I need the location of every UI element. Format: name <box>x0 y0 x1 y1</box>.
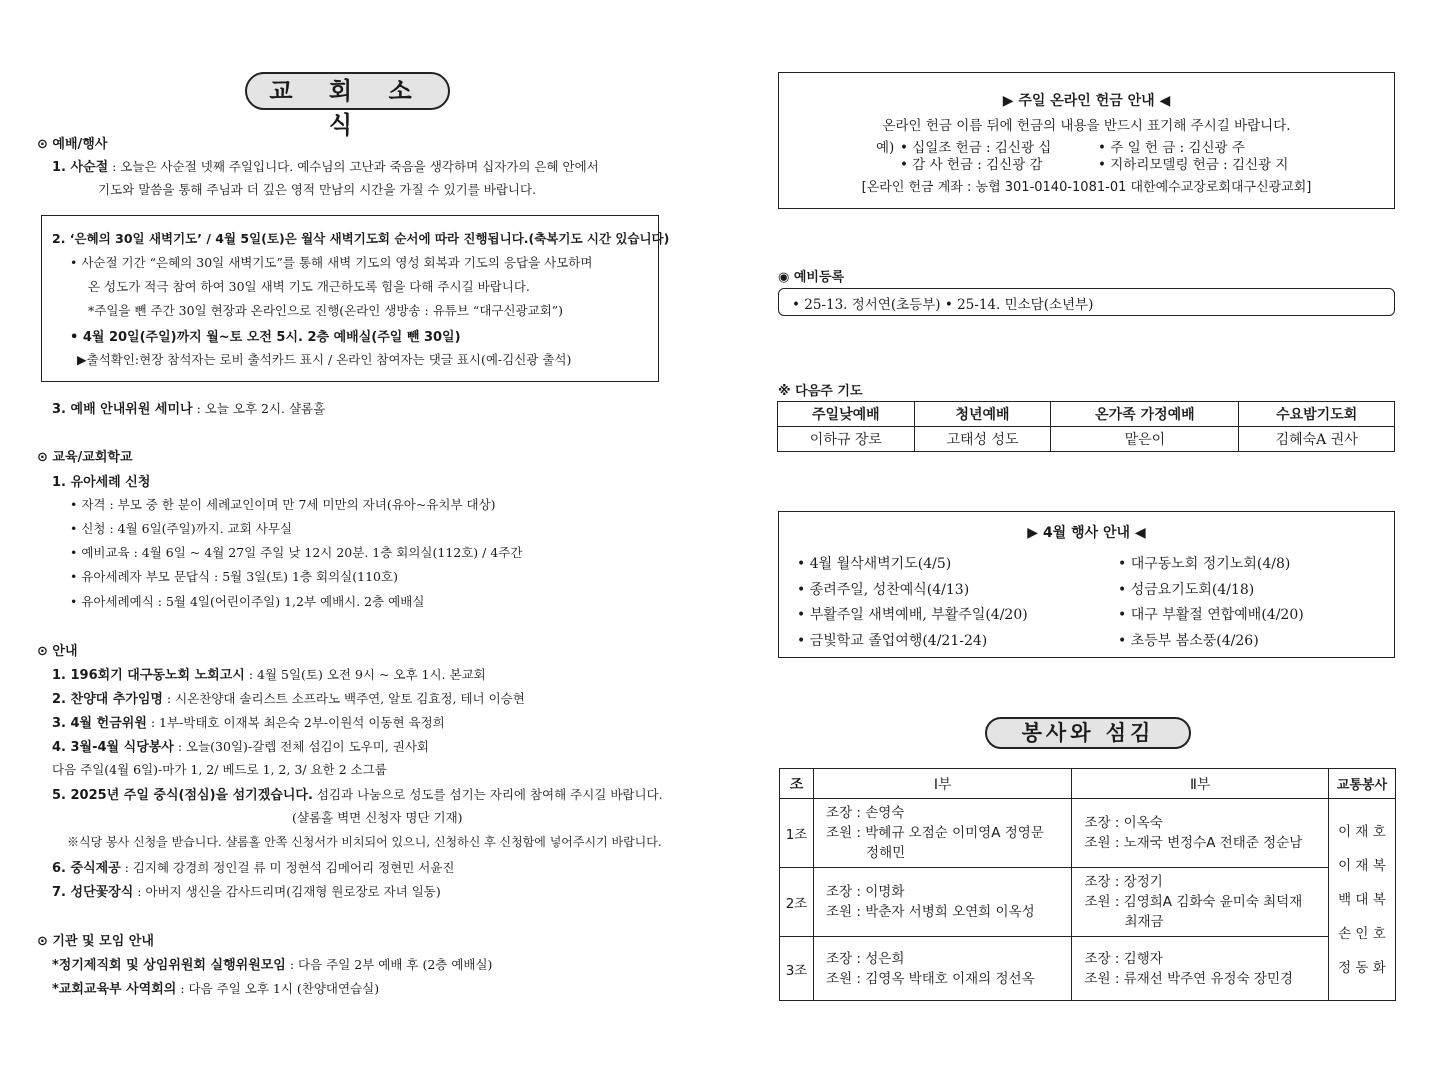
april-events-left <box>797 552 1028 654</box>
offering-example: • 십일조 헌금 : 김신광 십 <box>900 140 1052 156</box>
orgs-item-2: *교회교육부 사역회의 : 다음 주일 오후 1시 (찬양대연습실) <box>52 981 380 997</box>
offering-example: • 감 사 헌금 : 김신광 감 <box>900 157 1043 173</box>
education-section-header: ⊙ 교육/교회학교 <box>37 450 133 465</box>
notice-item-5: 5. 2025년 주일 중식(점심)을 섬기겠습니다. 섬김과 나눔으로 성도를 섬기는 자리에 참여해 주시길 바랍니다. <box>52 787 663 803</box>
notice-section-header: ⊙ 안내 <box>37 644 78 659</box>
april-events-title: ▶ 4월 행사 안내 ◀ <box>1027 525 1146 541</box>
april-event: • 금빛학교 졸업여행(4/21-24) <box>797 632 988 649</box>
usher-seminar: 3. 예배 안내위원 세미나 : 오늘 오후 2시. 샬롬홀 <box>52 401 326 417</box>
offering-example: • 지하리모델링 헌금 : 김신광 지 <box>1098 157 1289 173</box>
prayer-col-header: 주일낮예배 <box>778 402 915 427</box>
notice-item-7: 7. 성단꽃장식 : 아버지 생신을 감사드리며(김재형 원로장로 자녀 일동) <box>52 884 441 900</box>
infant-baptism-line: • 유아세례예식 : 5월 4일(어린이주일) 1,2부 예배시. 2층 예배실 <box>70 594 425 609</box>
notice-item-4: 4. 3월-4월 식당봉사 : 오늘(30일)-갈렙 전체 섬김이 도우미, 권사회 <box>52 739 429 755</box>
prayer-header: ※ 다음주 기도 <box>778 384 863 399</box>
service-title: 봉사와 섬김 <box>985 717 1191 749</box>
service-col-header: Ⅱ부 <box>1072 769 1328 799</box>
dawn-prayer-line4: • 4월 20일(주일)까지 월~토 오전 5시. 2층 예배실(주일 뺀 30일) <box>70 330 461 345</box>
service-group: 2조 <box>780 868 814 937</box>
prayer-cell: 고태성 성도 <box>914 427 1051 452</box>
service-col-header: Ⅰ부 <box>814 769 1072 799</box>
lent-notice-line2: 기도와 말씀을 통해 주님과 더 깊은 영적 만남의 시간을 가질 수 있기를 바랍니다. <box>98 182 537 197</box>
service-table <box>779 768 1396 1001</box>
prayer-col-header: 수요밤기도회 <box>1239 402 1395 427</box>
service-col-header: 조 <box>780 769 814 799</box>
service-part2-cell: 조장 : 장정기 조원 : 김영희A 김화숙 윤미숙 최덕재 최재금 <box>1072 868 1328 937</box>
prayer-cell: 김혜숙A 권사 <box>1239 427 1395 452</box>
traffic-volunteer: 손 인 호 <box>1338 925 1386 942</box>
april-event: • 초등부 봄소풍(4/26) <box>1118 632 1259 649</box>
dawn-prayer-line5: ▶출석확인:현장 참석자는 로비 출석카드 표시 / 온라인 참여자는 댓글 표시(예-김신광 출석) <box>77 352 572 367</box>
infant-baptism-line: • 신청 : 4월 6일(주일)까지. 교회 사무실 <box>70 521 293 536</box>
notice-item-5-line2: (샬롬홀 벽면 신청자 명단 기재) <box>292 810 463 825</box>
lent-title: 1. 사순절 <box>52 160 109 175</box>
traffic-volunteer: 백 대 복 <box>1338 891 1386 908</box>
worship-section-header: ⊙ 예배/행사 <box>37 137 108 152</box>
prayer-table <box>777 401 1395 452</box>
april-event: • 4월 월삭새벽기도(4/5) <box>797 556 952 572</box>
service-group: 3조 <box>780 937 814 1001</box>
offering-example-prefix: 예) <box>876 140 895 156</box>
service-part2-cell: 조장 : 김행자 조원 : 류재선 박주연 유정숙 장민경 <box>1072 937 1328 1001</box>
lent-notice <box>52 156 599 175</box>
online-offering-instruction: 온라인 헌금 이름 뒤에 헌금의 내용을 반드시 표기해 주시길 바랍니다. <box>882 118 1291 134</box>
service-group: 1조 <box>780 799 814 868</box>
orgs-item-1: *정기제직회 및 상임위원회 실행위원모임 : 다음 주일 2부 예배 후 (2층 예배실) <box>52 957 493 973</box>
notice-item-2: 2. 찬양대 추가임명 : 시온찬양대 솔리스트 소프라노 백주연, 알토 김효정, 테너 이승현 <box>52 691 525 707</box>
infant-baptism-line: • 유아세례자 부모 문답식 : 5월 3일(토) 1층 회의실(110호) <box>70 569 398 584</box>
april-event: • 대구동노회 정기노회(4/8) <box>1118 556 1291 572</box>
april-event: • 성금요기도회(4/18) <box>1118 581 1255 598</box>
infant-baptism-title: 1. 유아세례 신청 <box>52 475 151 490</box>
registration-line: • 25-13. 정서연(초등부) • 25-14. 민소담(소년부) <box>792 297 1094 313</box>
april-event: • 종려주일, 성찬예식(4/13) <box>797 581 970 598</box>
service-part2-cell: 조장 : 이옥숙 조원 : 노재국 변정수A 전태준 정순남 <box>1072 799 1328 868</box>
service-col-header: 교통봉사 <box>1328 769 1395 799</box>
traffic-volunteer: 이 재 복 <box>1338 857 1386 874</box>
traffic-volunteer: 이 재 호 <box>1338 823 1386 840</box>
dawn-prayer-line3: *주일을 뺀 주간 30일 현장과 온라인으로 진행(온라인 생방송 : 유튜브 “대구신광교회”) <box>88 303 564 318</box>
notice-item-1: 1. 196회기 대구동노회 노회고시 : 4월 5일(토) 오전 9시 ~ 오후 1시. 본교회 <box>52 667 486 683</box>
notice-item-3: 3. 4월 헌금위원 : 1부-박태호 이재복 최은숙 2부-이원석 이동현 육정희 <box>52 715 445 731</box>
offering-example: • 주 일 헌 금 : 김신광 주 <box>1098 140 1245 156</box>
dawn-prayer-line1: • 사순절 기간 “은혜의 30일 새벽기도”를 통해 새벽 기도의 영성 회복과 기도의 응답을 사모하며 <box>70 255 593 270</box>
april-events-right <box>1118 552 1304 654</box>
april-event: • 대구 부활절 연합예배(4/20) <box>1118 607 1304 623</box>
church-news-title: 교 회 소 식 <box>245 72 450 110</box>
orgs-section-header: ⊙ 기관 및 모임 안내 <box>37 934 154 949</box>
dawn-prayer-heading: 2. ‘은혜의 30일 새벽기도’ / 4월 5일(토)은 월삭 새벽기도회 순서에 따라 진행됩니다.(축복기도 시간 있습니다) <box>52 231 670 246</box>
dawn-prayer-line2: 온 성도가 적극 참여 하여 30일 새벽 기도 개근하도록 힘을 다해 주시길 바랍니다. <box>88 279 530 294</box>
registration-header: ◉ 예비등록 <box>778 270 845 285</box>
service-part1-cell: 조장 : 손영숙 조원 : 박혜규 오점순 이미영A 정영문 정해민 <box>814 799 1072 868</box>
infant-baptism-line: • 예비교육 : 4월 6일 ~ 4월 27일 주일 낮 12시 20분. 1층 회의실(112호) / 4주간 <box>70 545 523 560</box>
online-offering-title: ▶ 주일 온라인 헌금 안내 ◀ <box>1002 93 1171 109</box>
notice-item-4-line2: 다음 주일(4월 6일)-마가 1, 2/ 베드로 1, 2, 3/ 요한 2 소그룹 <box>52 762 387 777</box>
lent-desc: : 오늘은 사순절 넷째 주일입니다. 예수님의 고난과 죽음을 생각하며 십자가의 은혜 안에서 <box>108 159 599 174</box>
notice-item-5-line3: ※식당 봉사 신청을 받습니다. 샬롬홀 안쪽 신청서가 비치되어 있으니, 신청하신 후 신청함에 넣어주시기 바랍니다. <box>67 835 662 849</box>
prayer-cell: 맡은이 <box>1051 427 1239 452</box>
prayer-col-header: 청년예배 <box>914 402 1051 427</box>
prayer-cell: 이하규 장로 <box>778 427 915 452</box>
offering-account: [온라인 헌금 계좌 : 농협 301-0140-1081-01 대한예수교장로회대구신광교회] <box>861 180 1312 195</box>
traffic-volunteers <box>1328 799 1395 1001</box>
service-part1-cell: 조장 : 이명화 조원 : 박춘자 서병희 오연희 이옥성 <box>814 868 1072 937</box>
notice-item-6: 6. 중식제공 : 김지혜 강경희 정인걸 류 미 정현석 김메어리 정현민 서윤진 <box>52 860 455 876</box>
infant-baptism-line: • 자격 : 부모 중 한 분이 세례교인이며 만 7세 미만의 자녀(유아~유치부 대상) <box>70 497 496 512</box>
service-part1-cell: 조장 : 성은희 조원 : 김영옥 박태호 이재의 정선옥 <box>814 937 1072 1001</box>
april-event: • 부활주일 새벽예배, 부활주일(4/20) <box>797 607 1028 623</box>
traffic-volunteer: 정 동 화 <box>1338 959 1386 976</box>
prayer-col-header: 온가족 가정예배 <box>1051 402 1239 427</box>
